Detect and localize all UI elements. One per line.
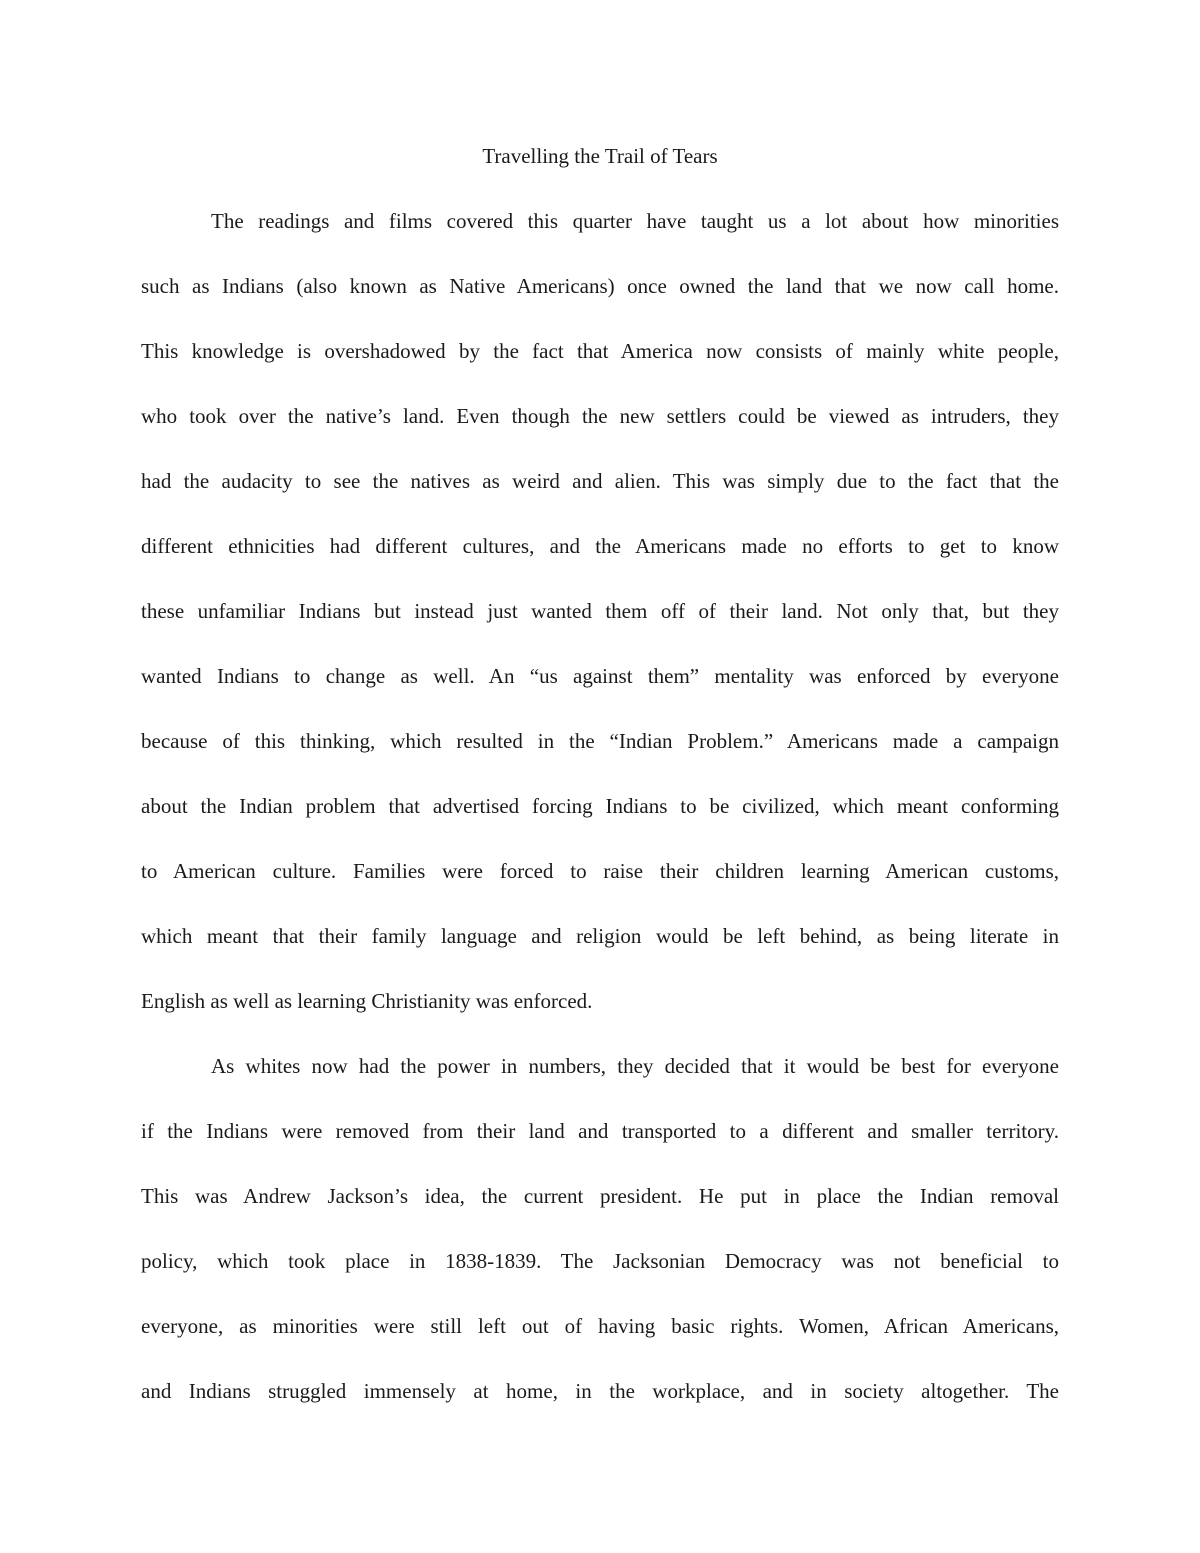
text-line: everyone, as minorities were still left out of having basic rights. Women, African Americans, [141,1314,1059,1338]
text-line: if the Indians were removed from their land and transported to a different and smaller territory. [141,1119,1059,1143]
text-line: The readings and films covered this quarter have taught us a lot about how minorities [211,209,1059,233]
text-line: English as well as learning Christianity was enforced. [141,989,593,1013]
text-line: and Indians struggled immensely at home, in the workplace, and in society altogether. The [141,1379,1059,1403]
text-line: because of this thinking, which resulted in the “Indian Problem.” Americans made a campaign [141,729,1059,753]
text-line: which meant that their family language and religion would be left behind, as being literate in [141,924,1059,948]
text-line: This knowledge is overshadowed by the fact that America now consists of mainly white people, [141,339,1059,363]
text-line: such as Indians (also known as Native Americans) once owned the land that we now call home. [141,274,1059,298]
text-line: to American culture. Families were forced to raise their children learning American customs, [141,859,1059,883]
document-title: Travelling the Trail of Tears [482,144,718,168]
text-line: who took over the native’s land. Even though the new settlers could be viewed as intruders, they [141,404,1059,428]
text-line: different ethnicities had different cultures, and the Americans made no efforts to get to know [141,534,1059,558]
text-line: policy, which took place in 1838-1839. The Jacksonian Democracy was not beneficial to [141,1249,1059,1273]
text-line: these unfamiliar Indians but instead just wanted them off of their land. Not only that, but they [141,599,1059,623]
text-line: As whites now had the power in numbers, they decided that it would be best for everyone [211,1054,1059,1078]
document-body [141,205,1059,1440]
text-line: This was Andrew Jackson’s idea, the current president. He put in place the Indian removal [141,1184,1059,1208]
text-line: about the Indian problem that advertised forcing Indians to be civilized, which meant conforming [141,794,1059,818]
text-line: had the audacity to see the natives as weird and alien. This was simply due to the fact that the [141,469,1059,493]
text-line: wanted Indians to change as well. An “us against them” mentality was enforced by everyone [141,664,1059,688]
